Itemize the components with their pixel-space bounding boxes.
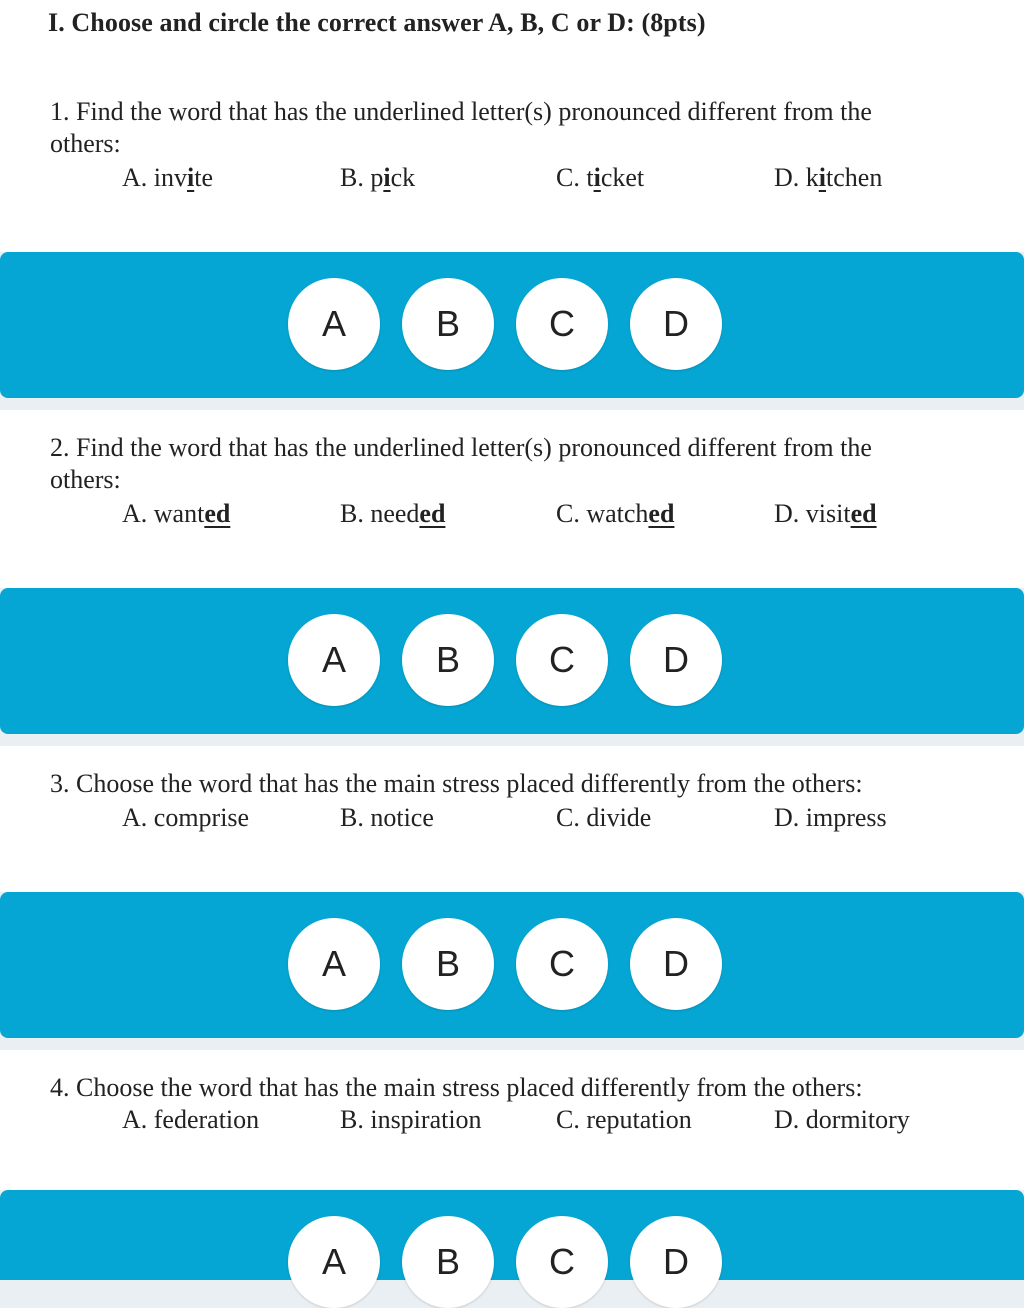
underlined-letters: i — [187, 163, 195, 192]
question-prompt-line-1: 1. Find the word that has the underlined letter(s) pronounced different from the — [50, 97, 872, 126]
question-prompt — [50, 1072, 950, 1104]
answer-button-d[interactable]: D — [630, 918, 722, 1010]
question-card-1 — [0, 84, 1024, 252]
question-prompt — [50, 432, 950, 496]
instructions-header — [0, 0, 1024, 84]
question-prompt-line-1: 3. Choose the word that has the main stress placed differently from the others: — [50, 769, 863, 798]
option-a: A. comprise — [122, 803, 250, 832]
option-a: A. federation — [122, 1105, 260, 1134]
option-b: B. pick — [340, 163, 416, 192]
underlined-letters: i — [383, 163, 391, 192]
answer-button-c[interactable]: C — [516, 614, 608, 706]
underlined-letters: ed — [850, 499, 877, 528]
option-a: A. invite — [122, 163, 213, 192]
underlined-letters: ed — [419, 499, 446, 528]
question-prompt-line-2: others: — [50, 465, 121, 494]
question-prompt — [50, 768, 950, 800]
answer-button-b[interactable]: B — [402, 918, 494, 1010]
answer-bar-3 — [0, 892, 1024, 1038]
question-prompt-line-1: 4. Choose the word that has the main stress placed differently from the others: — [50, 1073, 863, 1102]
answer-button-c[interactable]: C — [516, 918, 608, 1010]
option-c: C. watched — [556, 499, 675, 528]
option-d: D. kitchen — [774, 163, 883, 192]
underlined-letters: ed — [204, 499, 231, 528]
option-d: D. visited — [774, 499, 877, 528]
option-b: B. inspiration — [340, 1105, 482, 1134]
question-card-3 — [0, 746, 1024, 892]
option-c: C. reputation — [556, 1105, 692, 1134]
option-c: C. divide — [556, 803, 652, 832]
instructions-title: I. Choose and circle the correct answer A, B, C or D: (8pts) — [48, 8, 706, 37]
answer-button-b[interactable]: B — [402, 278, 494, 370]
answer-button-c[interactable]: C — [516, 1216, 608, 1308]
answer-bar-4 — [0, 1190, 1024, 1280]
underlined-letters: i — [818, 163, 827, 192]
option-c: C. ticket — [556, 163, 645, 192]
option-b: B. notice — [340, 803, 434, 832]
question-card-4 — [0, 1050, 1024, 1190]
option-d: D. impress — [774, 803, 887, 832]
option-row — [0, 162, 1024, 194]
underlined-letters: i — [593, 163, 601, 192]
option-row — [0, 498, 1024, 530]
answer-button-a[interactable]: A — [288, 614, 380, 706]
underlined-letters: ed — [648, 499, 675, 528]
answer-button-b[interactable]: B — [402, 614, 494, 706]
answer-button-a[interactable]: A — [288, 918, 380, 1010]
answer-button-d[interactable]: D — [630, 278, 722, 370]
question-prompt — [50, 96, 950, 160]
option-a: A. wanted — [122, 499, 231, 528]
option-row — [0, 802, 1024, 834]
answer-bar-2 — [0, 588, 1024, 734]
answer-button-c[interactable]: C — [516, 278, 608, 370]
option-row — [0, 1104, 1024, 1136]
option-d: D. dormitory — [774, 1105, 910, 1134]
question-prompt-line-1: 2. Find the word that has the underlined letter(s) pronounced different from the — [50, 433, 872, 462]
answer-button-d[interactable]: D — [630, 1216, 722, 1308]
answer-bar-1 — [0, 252, 1024, 398]
option-b: B. needed — [340, 499, 446, 528]
answer-button-a[interactable]: A — [288, 278, 380, 370]
answer-button-a[interactable]: A — [288, 1216, 380, 1308]
question-prompt-line-2: others: — [50, 129, 121, 158]
answer-button-d[interactable]: D — [630, 614, 722, 706]
question-card-2 — [0, 410, 1024, 588]
answer-button-b[interactable]: B — [402, 1216, 494, 1308]
